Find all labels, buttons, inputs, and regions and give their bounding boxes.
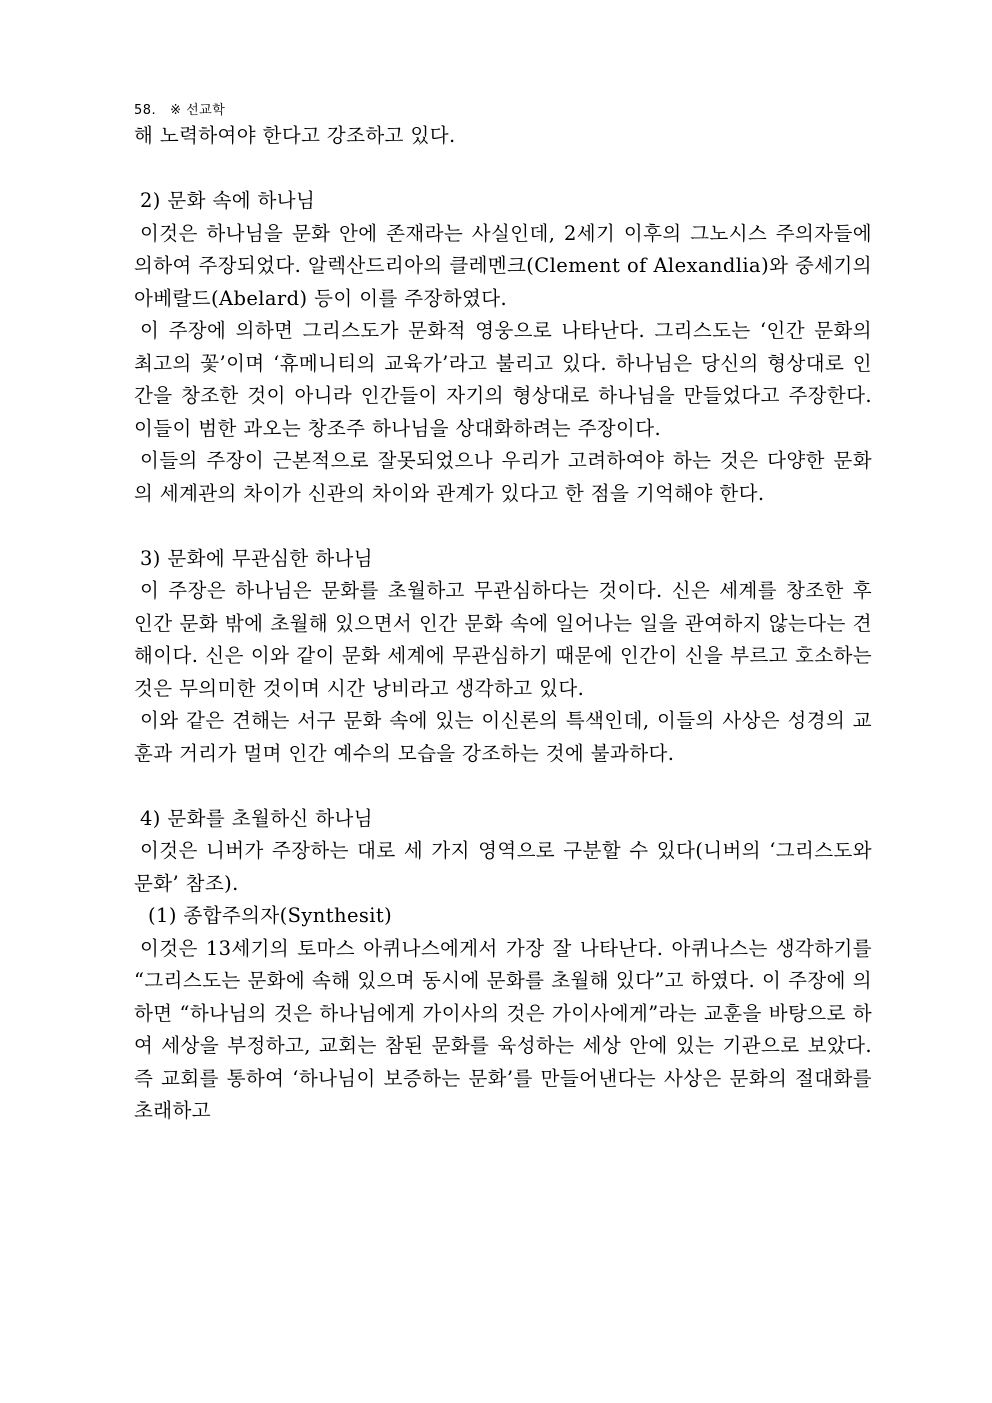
running-title: ※ 선교학 (170, 103, 226, 118)
page-number: 58. (134, 103, 157, 118)
paragraph: 이들의 주장이 근본적으로 잘못되었으나 우리가 고려하여야 하는 것은 다양한 문화의 세계관의 차이가 신관의 차이와 관계가 있다고 한 점을 기억해야 한다. (134, 449, 872, 505)
paragraph: 이것은 하나님을 문화 안에 존재라는 사실인데, 2세기 이후의 그노시스 주의자들에 의하여 주장되었다. 알렉산드리아의 클레멘크(Clement of Alexandlia)와 중세기의 아베랄드(Abelard) 등이 이를 주장하였다. (134, 221, 872, 310)
paragraph: 이 주장에 의하면 그리스도가 문화적 영웅으로 나타난다. 그리스도는 ‘인간 문화의 최고의 꽃’이며 ‘휴메니티의 교육가’라고 불리고 있다. 하나님은 당신의 형상대로 인간을 창조한 것이 아니라 인간들이 자기의 형상대로 하나님을 만들었다고 주장한다. 이들이 범한 과오는 창조주 하나님을 상대화하려는 주장이다. (134, 319, 872, 440)
paragraph: 이와 같은 견해는 서구 문화 속에 있는 이신론의 특색인데, 이들의 사상은 성경의 교훈과 거리가 멀며 인간 예수의 모습을 강조하는 것에 불과하다. (134, 709, 872, 765)
document-body (134, 120, 872, 1128)
page-header (134, 99, 225, 118)
section-heading: 4) 문화를 초월하신 하나님 (140, 806, 373, 830)
paragraph: 이 주장은 하나님은 문화를 초월하고 무관심하다는 것이다. 신은 세계를 창조한 후 인간 문화 밖에 초월해 있으면서 인간 문화 속에 일어나는 일을 관여하지 않는다는 견해이다. 신은 이와 같이 문화 세계에 무관심하기 때문에 인간이 신을 부르고 호소하는 것은 무의미한 것이며 시간 낭비라고 생각하고 있다. (134, 579, 872, 700)
section-heading: 2) 문화 속에 하나님 (140, 189, 316, 212)
paragraph: 이것은 니버가 주장하는 대로 세 가지 영역으로 구분할 수 있다(니버의 ‘그리스도와 문화’ 참조). (134, 839, 872, 895)
paragraph: 이것은 13세기의 토마스 아퀴나스에게서 가장 잘 나타난다. 아퀴나스는 생각하기를 “그리스도는 문화에 속해 있으며 동시에 문화를 초월해 있다”고 하였다. 이 주장에 의하면 “하나님의 것은 하나님에게 가이사의 것은 가이사에게”라는 교훈을 바탕으로 하여 세상을 부정하고, 교회는 참된 문화를 육성하는 세상 안에 있는 기관으로 보았다. 즉 교회를 통하여 ‘하나님이 보증하는 문화’를 만들어낸다는 사상은 문화의 절대화를 초래하고 (134, 936, 872, 1122)
continuation-paragraph: 해 노력하여야 한다고 강조하고 있다. (134, 124, 456, 147)
section-heading: 3) 문화에 무관심한 하나님 (140, 546, 373, 570)
subsection-heading: (1) 종합주의자(Synthesit) (148, 904, 393, 927)
